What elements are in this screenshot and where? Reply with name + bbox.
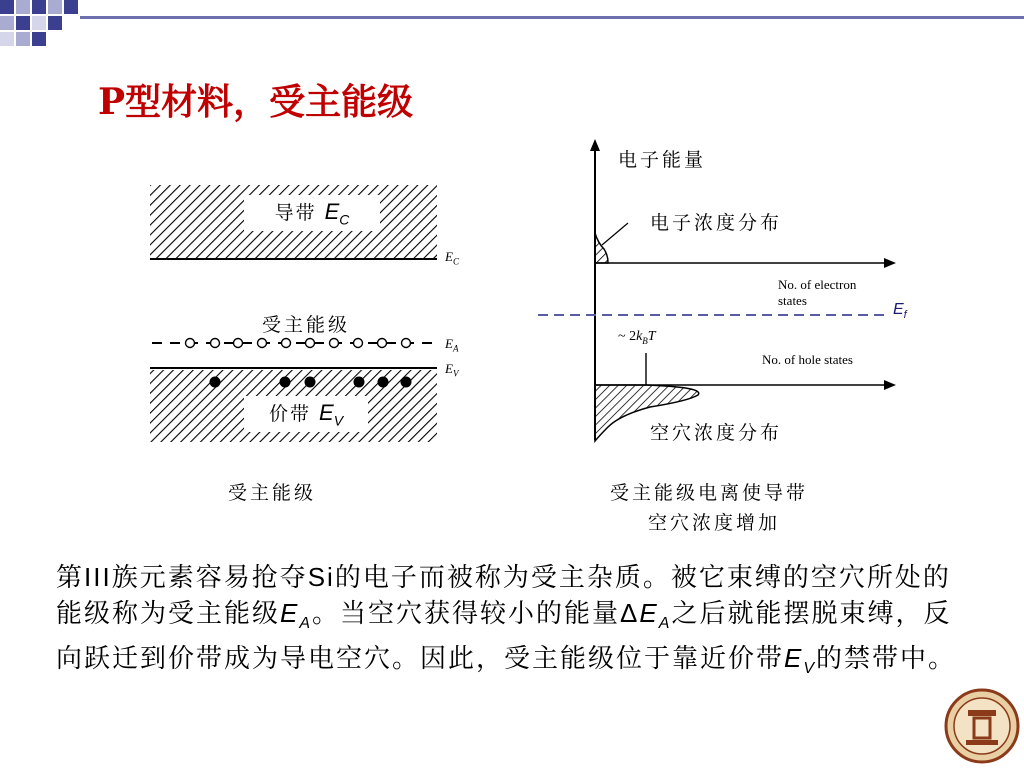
corner-decoration [0, 0, 80, 60]
electron-distribution-curve [595, 233, 608, 263]
distribution-diagram [520, 135, 920, 445]
energy-axis-label: 电子能量 [618, 149, 707, 171]
kbt-label: ~ $2k_BT$ [618, 329, 656, 346]
energy-axis-arrow [590, 139, 600, 151]
body-paragraph: 第III族元素容易抢夺Si的电子而被称为受主杂质。被它束缚的空穴所处的能级称为受主能级$E_A$。当空穴获得较小的能量$\Delta E_A$之后就能摆脱束缚，反向跃迁到价带成为导电空穴。因此，受主能级位于靠近价带$E_V$的禁带中。 [56, 562, 957, 678]
university-seal-icon [944, 688, 1020, 764]
ea-label: $E_A$ [445, 336, 459, 354]
fermi-label: $E_f$ [893, 301, 907, 322]
ev-label: $E_V$ [445, 361, 459, 379]
page-title: P型材料，受主能级 [98, 81, 414, 123]
ec-label: $E_C$ [445, 249, 459, 267]
acceptor-level-text: 受主能级 [262, 314, 351, 336]
top-bar [80, 16, 1024, 19]
conduction-band-label: 导带 $E_C$ [244, 195, 380, 231]
electron-states-label: No. of electron states [778, 277, 857, 308]
hole-states-label: No. of hole states [762, 352, 853, 367]
electron-distribution-label: 电子浓度分布 [650, 212, 783, 234]
distribution-caption-line2: 空穴浓度增加 [648, 512, 781, 534]
hole-distribution-label: 空穴浓度分布 [650, 422, 783, 444]
valence-band-label: 价带 $E_V$ [244, 396, 368, 432]
band-diagram-caption: 受主能级 [228, 482, 317, 504]
distribution-caption-line1: 受主能级电离使导带 [610, 482, 809, 504]
